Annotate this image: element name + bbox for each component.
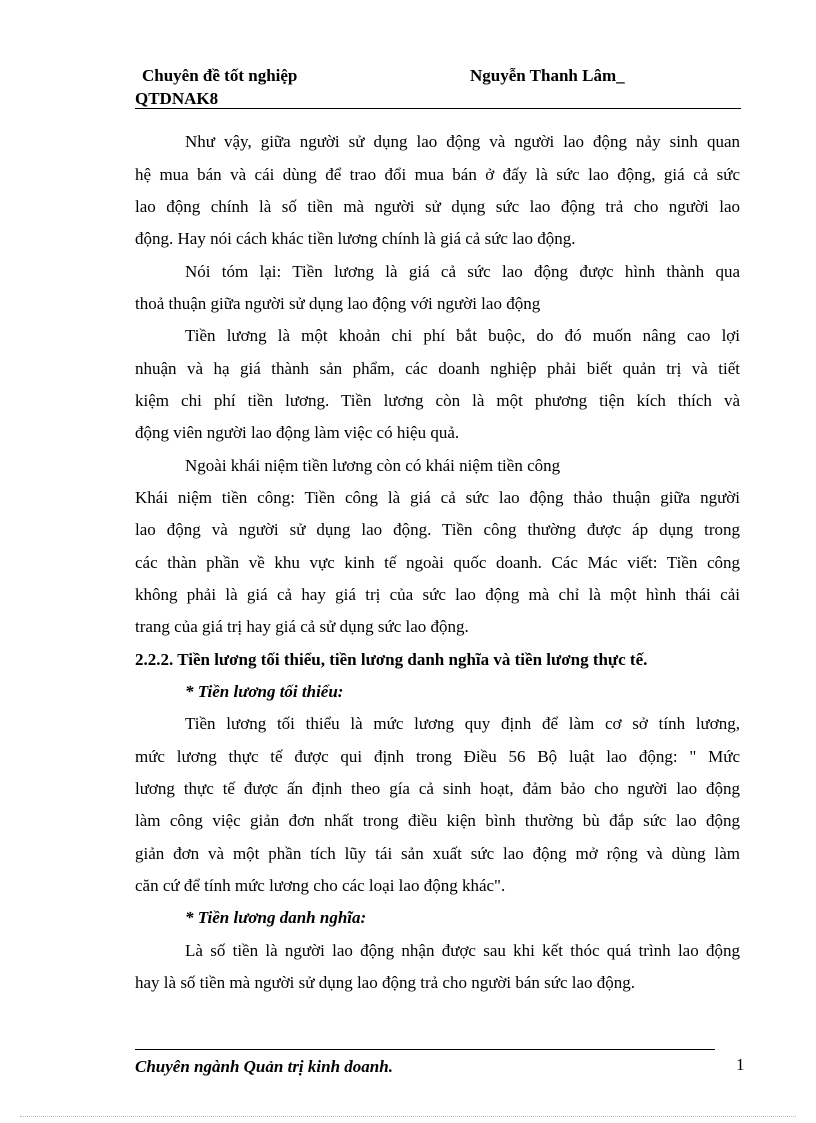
paragraph-line: nhuận và hạ giá thành sản phẩm, các doanh nghiệp phải biết quản trị và tiết <box>135 359 740 378</box>
footer-text: Chuyên ngành Quản trị kinh doanh. <box>135 1057 393 1076</box>
paragraph-line: Như vậy, giữa người sử dụng lao động và người lao động nảy sinh quan <box>185 132 740 151</box>
paragraph-line: Nói tóm lại: Tiền lương là giá cả sức lao động được hình thành qua <box>185 262 740 281</box>
paragraph-line: hay là số tiền mà người sử dụng lao động trả cho người bán sức lao động. <box>135 973 636 992</box>
page-edge-divider <box>20 1116 796 1117</box>
paragraph-line: thoả thuận giữa người sử dụng lao động với người lao động <box>135 294 541 313</box>
paragraph-line: lao động chính là số tiền mà người sử dụng sức lao động trả cho người lao <box>135 197 740 216</box>
header-title: Chuyên đề tốt nghiệp <box>142 66 298 85</box>
paragraph-line: Khái niệm tiền công: Tiền công là giá cả sức lao động thảo thuận giữa người <box>135 488 740 507</box>
header-author: Nguyễn Thanh Lâm_ <box>470 66 625 85</box>
subsection-heading: * Tiền lương tối thiểu: <box>185 682 344 701</box>
paragraph-line: Tiền lương tối thiểu là mức lương quy định để làm cơ sở tính lương, <box>185 714 740 733</box>
paragraph-line: làm công việc giản đơn nhất trong điều kiện bình thường bù đắp sức lao động <box>135 811 740 830</box>
subsection-heading: * Tiền lương danh nghĩa: <box>185 908 367 927</box>
paragraph-line: động. Hay nói cách khác tiền lương chính là giá cả sức lao động. <box>135 229 576 248</box>
paragraph-line: lao động và người sử dụng lao động. Tiền công thường được áp dụng trong <box>135 520 740 539</box>
footer-divider <box>135 1049 715 1050</box>
paragraph-line: hệ mua bán và cái dùng để trao đổi mua bán ở đấy là sức lao động, giá cả sức <box>135 165 740 184</box>
paragraph-line: trang của giá trị hay giá cả sử dụng sức lao động. <box>135 617 469 636</box>
paragraph-line: lương thực tế được ấn định theo gía cả sinh hoạt, đảm bảo cho người lao động <box>135 779 740 798</box>
paragraph-line: kiệm chi phí tiền lương. Tiền lương còn là một phương tiện kích thích và <box>135 391 740 410</box>
page-number: 1 <box>736 1055 745 1074</box>
paragraph-line: động viên người lao động làm việc có hiệu quả. <box>135 423 460 442</box>
paragraph-line: giản đơn và một phần tích lũy tái sản xuất sức lao động mở rộng và dùng làm <box>135 844 740 863</box>
paragraph-line: căn cứ để tính mức lương cho các loại lao động khác". <box>135 876 506 895</box>
paragraph-line: các thàn phần về khu vực kinh tế ngoài quốc doanh. Các Mác viết: Tiền công <box>135 553 740 572</box>
header-class-code: QTDNAK8 <box>135 89 219 108</box>
header-divider <box>135 108 741 109</box>
paragraph-line: Tiền lương là một khoản chi phí bắt buộc, do đó muốn nâng cao lợi <box>185 326 740 345</box>
paragraph-line: Là số tiền là người lao động nhận được sau khi kết thóc quá trình lao động <box>185 941 740 960</box>
paragraph-line: không phải là giá cả hay giá trị của sức lao động mà chỉ là một hình thái cải <box>135 585 740 604</box>
paragraph-line: Ngoài khái niệm tiền lương còn có khái niệm tiền công <box>185 456 561 475</box>
paragraph-line: mức lương thực tế được qui định trong Điều 56 Bộ luật lao động: " Mức <box>135 747 740 766</box>
section-heading: 2.2.2. Tiền lương tối thiểu, tiền lương danh nghĩa và tiền lương thực tế. <box>135 650 648 669</box>
